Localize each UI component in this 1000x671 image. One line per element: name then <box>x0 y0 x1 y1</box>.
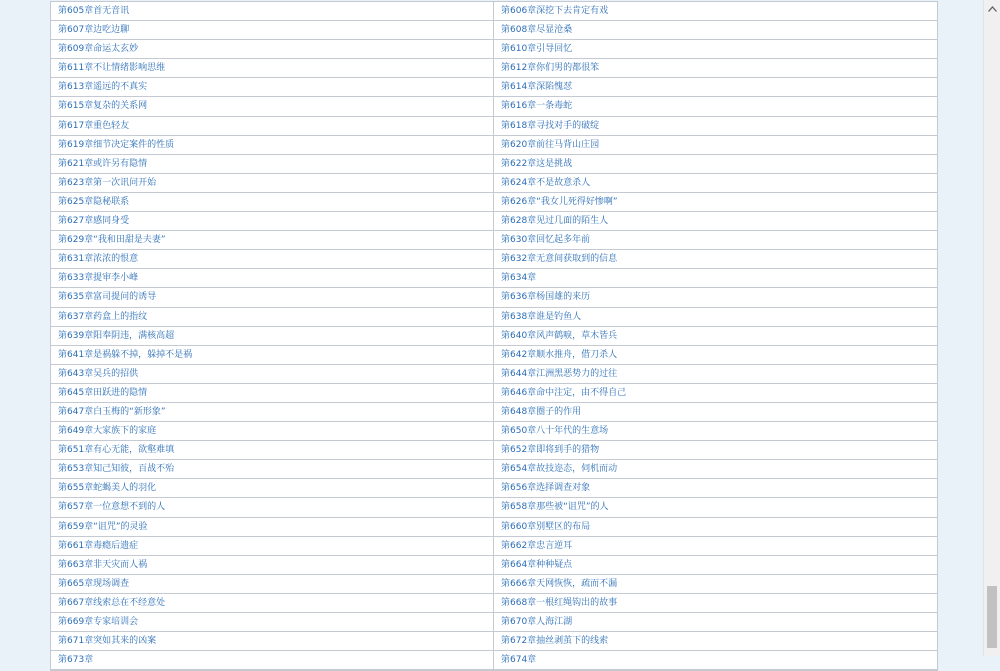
chapter-link[interactable]: 第616章一条毒蛇 <box>501 101 573 112</box>
chapter-link[interactable]: 第626章“我女儿死得好惨啊” <box>501 196 618 207</box>
chapter-link[interactable]: 第658章那些被“诅咒”的人 <box>501 502 609 513</box>
table-row <box>51 632 937 651</box>
table-row <box>51 460 937 479</box>
table-row <box>51 613 937 632</box>
chapter-link[interactable]: 第637章药盒上的指纹 <box>51 308 494 326</box>
table-row <box>51 288 937 307</box>
chapter-link[interactable]: 第663章非天灾而人祸 <box>51 556 494 574</box>
table-row <box>51 365 937 384</box>
table-row <box>51 231 937 250</box>
chapter-link[interactable]: 第609章命运太玄妙 <box>51 40 494 58</box>
chapter-link[interactable]: 第643章吴兵的招供 <box>51 365 494 383</box>
chapter-link[interactable]: 第630章回忆起多年前 <box>501 235 591 246</box>
chapter-link[interactable]: 第628章见过几面的陌生人 <box>501 216 609 227</box>
chapter-link[interactable]: 第646章命中注定，由不得自己 <box>501 387 627 398</box>
chapter-link[interactable]: 第629章“我和田甜是夫妻” <box>51 231 494 249</box>
chapter-link[interactable]: 第645章田跃进的隐情 <box>51 384 494 402</box>
table-row <box>51 594 937 613</box>
chapter-link[interactable]: 第662章忠言逆耳 <box>501 540 573 551</box>
table-row <box>51 193 937 212</box>
table-row <box>51 212 937 231</box>
chapter-table <box>50 1 938 671</box>
chapter-link[interactable]: 第606章深挖下去肯定有戏 <box>501 6 609 16</box>
chapter-link[interactable]: 第674章 <box>501 655 537 666</box>
chapter-link[interactable]: 第638章谁是钓鱼人 <box>501 311 582 322</box>
chapter-link[interactable]: 第671章突如其来的凶案 <box>51 632 494 650</box>
chapter-link[interactable]: 第608章尽显沧桑 <box>501 25 573 36</box>
chapter-link[interactable]: 第665章现场调查 <box>51 575 494 593</box>
table-row <box>51 346 937 365</box>
chapter-link[interactable]: 第673章 <box>51 651 494 669</box>
table-row <box>51 308 937 327</box>
table-row <box>51 136 937 155</box>
chapter-link[interactable]: 第614章深陷愧怼 <box>501 82 573 93</box>
chapter-link[interactable]: 第635章富司提问的诱导 <box>51 288 494 306</box>
chapter-link[interactable]: 第605章首无音讯 <box>51 2 494 20</box>
chapter-link[interactable]: 第621章或许另有隐情 <box>51 155 494 173</box>
chapter-link[interactable]: 第650章八十年代的生意场 <box>501 426 609 437</box>
table-row <box>51 174 937 193</box>
table-row <box>51 403 937 422</box>
table-row <box>51 422 937 441</box>
chapter-link[interactable]: 第619章细节决定案件的性质 <box>51 136 494 154</box>
table-row <box>51 117 937 136</box>
scroll-thumb[interactable] <box>987 586 997 648</box>
chapter-link[interactable]: 第653章知己知彼，百战不殆 <box>51 460 494 478</box>
table-row <box>51 498 937 517</box>
chapter-link[interactable]: 第612章你们男的都很笨 <box>501 63 600 74</box>
chapter-link[interactable]: 第633章提审李小峰 <box>51 269 494 287</box>
chapter-link[interactable]: 第668章一根红绳钩出的故事 <box>501 597 618 608</box>
chapter-link[interactable]: 第672章抽丝剥茧下的线索 <box>501 636 609 647</box>
chapter-link[interactable]: 第624章不是故意杀人 <box>501 177 591 188</box>
chapter-link[interactable]: 第613章遥远的不真实 <box>51 78 494 96</box>
chapter-link[interactable]: 第623章第一次讯问开始 <box>51 174 494 192</box>
chapter-link[interactable]: 第667章线索总在不经意处 <box>51 594 494 612</box>
chapter-link[interactable]: 第654章故技迩态，伺机而动 <box>501 464 618 475</box>
chapter-link[interactable]: 第660章别墅区的布局 <box>501 521 591 532</box>
chapter-link[interactable]: 第631章浓浓的恨意 <box>51 250 494 268</box>
chapter-link[interactable]: 第610章引导回忆 <box>501 44 573 55</box>
table-row <box>51 97 937 116</box>
table-row <box>51 21 937 40</box>
chapter-link[interactable]: 第669章专家培训会 <box>51 613 494 631</box>
table-row <box>51 269 937 288</box>
chapter-link[interactable]: 第617章重色轻友 <box>51 117 494 135</box>
chapter-link[interactable]: 第652章即将到手的猎物 <box>501 445 600 456</box>
table-row <box>51 155 937 174</box>
chapter-link[interactable]: 第657章一位意想不到的人 <box>51 498 494 516</box>
table-row <box>51 59 937 78</box>
chapter-link[interactable]: 第634章 <box>501 273 537 284</box>
table-row <box>51 556 937 575</box>
chapter-link[interactable]: 第620章前往马背山庄园 <box>501 139 600 150</box>
chapter-link[interactable]: 第651章有心无能，欲壑难填 <box>51 441 494 459</box>
chapter-link[interactable]: 第639章阳奉阴违，满核高超 <box>51 327 494 345</box>
chapter-link[interactable]: 第648章圈子的作用 <box>501 406 582 417</box>
chevron-up-icon <box>988 6 997 12</box>
chapter-link[interactable]: 第618章寻找对手的破绽 <box>501 120 600 131</box>
vertical-scrollbar[interactable] <box>983 0 1000 656</box>
chapter-link[interactable]: 第649章大家族下的家庭 <box>51 422 494 440</box>
chapter-link[interactable]: 第642章顺水推舟，借刀杀人 <box>501 349 618 360</box>
chapter-link[interactable]: 第655章蛇蝎美人的羽化 <box>51 479 494 497</box>
table-row <box>51 479 937 498</box>
scroll-up-button[interactable] <box>984 0 1000 17</box>
chapter-link[interactable]: 第659章“诅咒”的灵验 <box>51 518 494 536</box>
table-row <box>51 327 937 346</box>
table-row <box>51 651 937 670</box>
chapter-link[interactable]: 第647章白玉梅的“新形象” <box>51 403 494 421</box>
chapter-link[interactable]: 第607章边吃边聊 <box>51 21 494 39</box>
table-row <box>51 384 937 403</box>
chapter-link[interactable]: 第627章感同身受 <box>51 212 494 230</box>
chapter-link[interactable]: 第666章天网恢恢，疏而不漏 <box>501 578 618 589</box>
table-row <box>51 537 937 556</box>
table-row <box>51 40 937 59</box>
chapter-link[interactable]: 第625章隐秘联系 <box>51 193 494 211</box>
table-row <box>51 250 937 269</box>
chapter-link[interactable]: 第636章杨国雄的来历 <box>501 292 591 303</box>
chapter-link[interactable]: 第640章风声鹤唳，草木皆兵 <box>501 330 618 341</box>
table-row <box>51 441 937 460</box>
table-row <box>51 518 937 537</box>
chapter-link[interactable]: 第656章选择调查对象 <box>501 483 591 494</box>
chapter-link[interactable]: 第644章江洲黑恶势力的过往 <box>501 368 618 379</box>
chapter-link[interactable]: 第670章人海江湖 <box>501 617 573 627</box>
chapter-link[interactable]: 第622章这是挑战 <box>501 158 573 169</box>
chapter-link[interactable]: 第615章复杂的关系网 <box>51 97 494 115</box>
chapter-link[interactable]: 第632章无意间获取到的信息 <box>501 254 618 265</box>
chapter-link[interactable]: 第641章是祸躲不掉，躲掉不是祸 <box>51 346 494 364</box>
chapter-link[interactable]: 第661章毒瘾后遗症 <box>51 537 494 555</box>
chapter-link[interactable]: 第664章种种疑点 <box>501 559 573 570</box>
table-row <box>51 2 937 21</box>
table-row <box>51 575 937 594</box>
chapter-link[interactable]: 第611章不让情绪影响思维 <box>51 59 494 77</box>
table-row <box>51 78 937 97</box>
